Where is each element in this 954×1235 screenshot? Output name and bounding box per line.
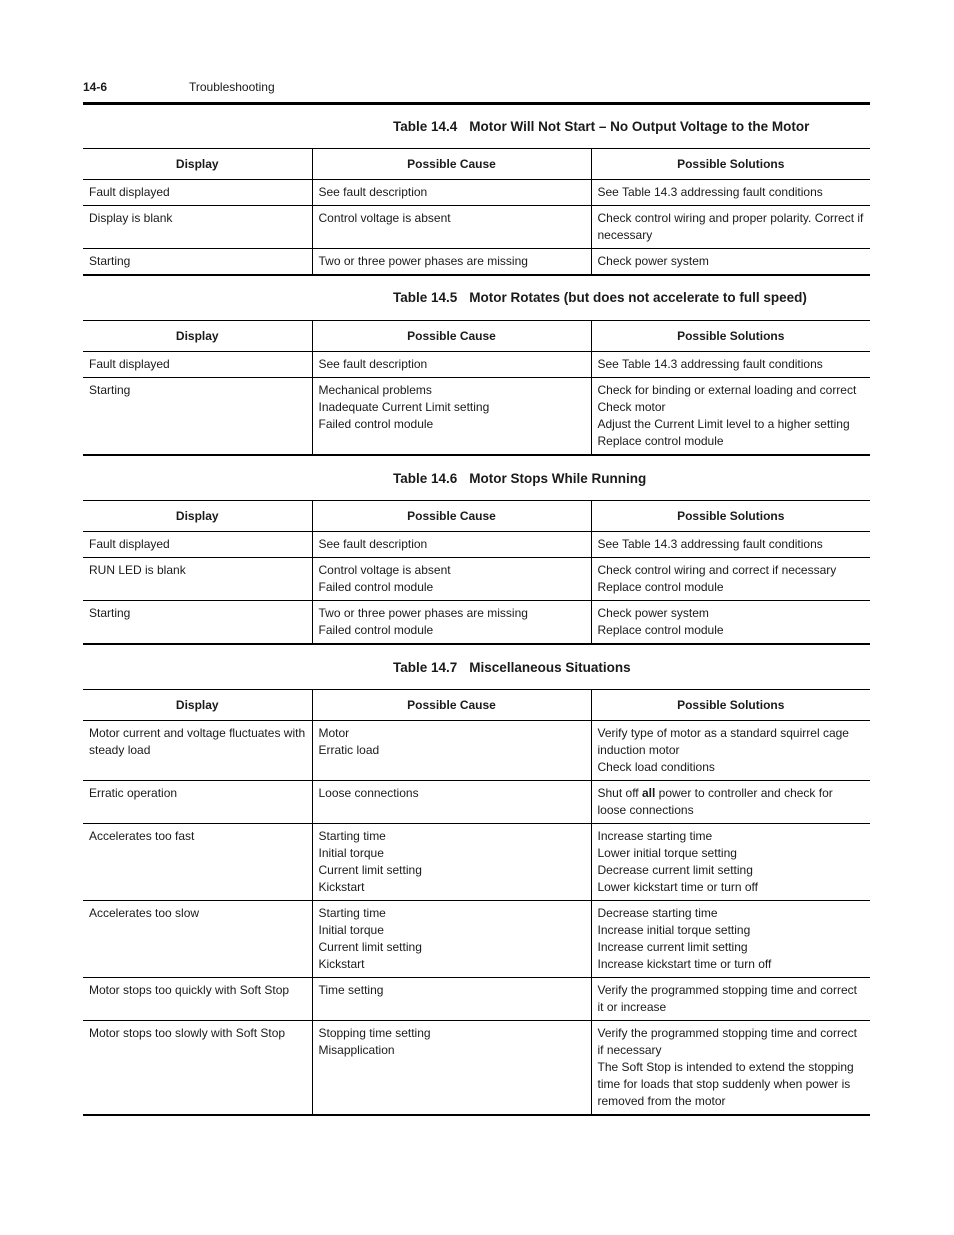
solution-line: See Table 14.3 addressing fault conditions xyxy=(597,537,823,551)
page-number: 14-6 xyxy=(83,80,108,94)
table-14-6 xyxy=(83,500,870,645)
page-header xyxy=(83,80,870,105)
solutions-cell xyxy=(591,378,870,456)
cause-line: Mechanical problems xyxy=(318,383,432,397)
cause-line: Kickstart xyxy=(318,957,365,971)
solution-line: Check power system xyxy=(597,254,709,268)
cause-cell xyxy=(312,1021,591,1116)
solutions-cell xyxy=(591,978,870,1021)
column-header: Possible Cause xyxy=(312,501,591,532)
cause-line: Control voltage is absent xyxy=(318,211,451,225)
table-row xyxy=(83,1021,870,1116)
cause-line: Current limit setting xyxy=(318,940,422,954)
display-cell: RUN LED is blank xyxy=(83,558,312,601)
display-cell: Motor stops too slowly with Soft Stop xyxy=(83,1021,312,1116)
table-row xyxy=(83,180,870,206)
cause-cell xyxy=(312,781,591,824)
column-header: Possible Solutions xyxy=(591,149,870,180)
cause-line: Failed control module xyxy=(318,580,434,594)
solution-line: Check power system xyxy=(597,606,709,620)
cause-cell xyxy=(312,352,591,378)
table-row xyxy=(83,352,870,378)
display-cell: Accelerates too fast xyxy=(83,824,312,901)
table-row xyxy=(83,601,870,645)
solution-line: Lower initial torque setting xyxy=(597,846,737,860)
column-header: Display xyxy=(83,501,312,532)
display-cell: Starting xyxy=(83,249,312,276)
display-cell: Fault displayed xyxy=(83,352,312,378)
solution-line: See Table 14.3 addressing fault conditions xyxy=(597,357,823,371)
display-cell: Display is blank xyxy=(83,206,312,249)
solutions-cell xyxy=(591,1021,870,1116)
solutions-cell xyxy=(591,206,870,249)
column-header: Possible Solutions xyxy=(591,690,870,721)
cause-cell xyxy=(312,532,591,558)
column-header: Possible Cause xyxy=(312,149,591,180)
table-header-row xyxy=(83,690,870,721)
cause-cell xyxy=(312,180,591,206)
solution-line: Check control wiring and correct if necessary xyxy=(597,563,837,577)
solution-line: Replace control module xyxy=(597,623,724,637)
solution-line: The Soft Stop is intended to extend the stopping time for loads that stop suddenly when power is removed from the motor xyxy=(597,1060,854,1108)
solutions-cell xyxy=(591,824,870,901)
cause-line: See fault description xyxy=(318,537,428,551)
table-row xyxy=(83,721,870,781)
solutions-cell xyxy=(591,180,870,206)
cause-line: Initial torque xyxy=(318,923,384,937)
cause-line: Starting time xyxy=(318,906,386,920)
table-caption: Table 14.7 Miscellaneous Situations xyxy=(393,660,631,675)
solution-line: Verify the programmed stopping time and correct it or increase xyxy=(597,983,857,1014)
cause-line: Inadequate Current Limit setting xyxy=(318,400,490,414)
column-header: Possible Solutions xyxy=(591,501,870,532)
cause-line: Failed control module xyxy=(318,417,434,431)
cause-line: Time setting xyxy=(318,983,384,997)
table-row xyxy=(83,901,870,978)
cause-line: Initial torque xyxy=(318,846,384,860)
solutions-cell xyxy=(591,352,870,378)
cause-line: Control voltage is absent xyxy=(318,563,451,577)
table-caption: Table 14.6 Motor Stops While Running xyxy=(393,471,647,486)
cause-line: Motor xyxy=(318,726,350,740)
table-row xyxy=(83,781,870,824)
table-caption: Table 14.4 Motor Will Not Start – No Output Voltage to the Motor xyxy=(393,119,810,134)
solutions-cell xyxy=(591,721,870,781)
solution-line: Verify the programmed stopping time and correct if necessary xyxy=(597,1026,857,1057)
display-cell: Starting xyxy=(83,601,312,645)
solutions-cell xyxy=(591,532,870,558)
solution-line: Replace control module xyxy=(597,434,724,448)
table-14-5 xyxy=(83,320,870,456)
cause-line: Kickstart xyxy=(318,880,365,894)
solutions-cell xyxy=(591,249,870,276)
cause-cell xyxy=(312,249,591,276)
cause-line: Misapplication xyxy=(318,1043,395,1057)
solutions-cell xyxy=(591,781,870,824)
table-row xyxy=(83,532,870,558)
solution-line: Increase starting time xyxy=(597,829,713,843)
cause-line: Starting time xyxy=(318,829,386,843)
column-header: Display xyxy=(83,149,312,180)
column-header: Display xyxy=(83,690,312,721)
cause-cell xyxy=(312,978,591,1021)
cause-cell xyxy=(312,558,591,601)
cause-line: Two or three power phases are missing xyxy=(318,254,528,268)
display-cell: Accelerates too slow xyxy=(83,901,312,978)
solution-line: Lower kickstart time or turn off xyxy=(597,880,758,894)
column-header: Display xyxy=(83,321,312,352)
cause-cell xyxy=(312,601,591,645)
display-cell: Fault displayed xyxy=(83,532,312,558)
column-header: Possible Cause xyxy=(312,321,591,352)
table-14-4 xyxy=(83,148,870,276)
display-cell: Starting xyxy=(83,378,312,456)
solutions-cell xyxy=(591,901,870,978)
cause-cell xyxy=(312,378,591,456)
cause-line: Failed control module xyxy=(318,623,434,637)
table-caption: Table 14.5 Motor Rotates (but does not accelerate to full speed) xyxy=(393,290,807,305)
cause-line: Stopping time setting xyxy=(318,1026,431,1040)
solution-line: Verify type of motor as a standard squirrel cage induction motor xyxy=(597,726,849,757)
cause-cell xyxy=(312,824,591,901)
solution-line: Check motor xyxy=(597,400,666,414)
solution-line: Increase current limit setting xyxy=(597,940,748,954)
display-cell: Motor stops too quickly with Soft Stop xyxy=(83,978,312,1021)
column-header: Possible Solutions xyxy=(591,321,870,352)
display-cell: Fault displayed xyxy=(83,180,312,206)
table-header-row xyxy=(83,149,870,180)
solution-line: Check for binding or external loading and correct xyxy=(597,383,857,397)
cause-cell xyxy=(312,721,591,781)
solution-line: Check control wiring and proper polarity. Correct if necessary xyxy=(597,211,864,242)
table-row xyxy=(83,824,870,901)
table-row xyxy=(83,249,870,276)
solution-line: Shut off all power to controller and check for loose connections xyxy=(597,786,833,817)
cause-line: See fault description xyxy=(318,185,428,199)
solution-line: Replace control module xyxy=(597,580,724,594)
table-row xyxy=(83,558,870,601)
solution-line: Increase kickstart time or turn off xyxy=(597,957,772,971)
table-header-row xyxy=(83,321,870,352)
solution-line: See Table 14.3 addressing fault conditions xyxy=(597,185,823,199)
display-cell: Motor current and voltage fluctuates with steady load xyxy=(83,721,312,781)
display-cell: Erratic operation xyxy=(83,781,312,824)
table-row xyxy=(83,206,870,249)
solution-line: Check load conditions xyxy=(597,760,715,774)
solutions-cell xyxy=(591,558,870,601)
solutions-cell xyxy=(591,601,870,645)
section-title: Troubleshooting xyxy=(189,80,275,94)
column-header: Possible Cause xyxy=(312,690,591,721)
table-row xyxy=(83,378,870,456)
cause-line: Erratic load xyxy=(318,743,380,757)
solution-line: Adjust the Current Limit level to a higher setting xyxy=(597,417,850,431)
cause-line: Two or three power phases are missing xyxy=(318,606,528,620)
cause-cell xyxy=(312,901,591,978)
table-14-7 xyxy=(83,689,870,1116)
solution-line: Decrease starting time xyxy=(597,906,718,920)
table-row xyxy=(83,978,870,1021)
cause-cell xyxy=(312,206,591,249)
cause-line: Loose connections xyxy=(318,786,419,800)
cause-line: See fault description xyxy=(318,357,428,371)
table-header-row xyxy=(83,501,870,532)
cause-line: Current limit setting xyxy=(318,863,422,877)
solution-line: Increase initial torque setting xyxy=(597,923,751,937)
solution-line: Decrease current limit setting xyxy=(597,863,753,877)
